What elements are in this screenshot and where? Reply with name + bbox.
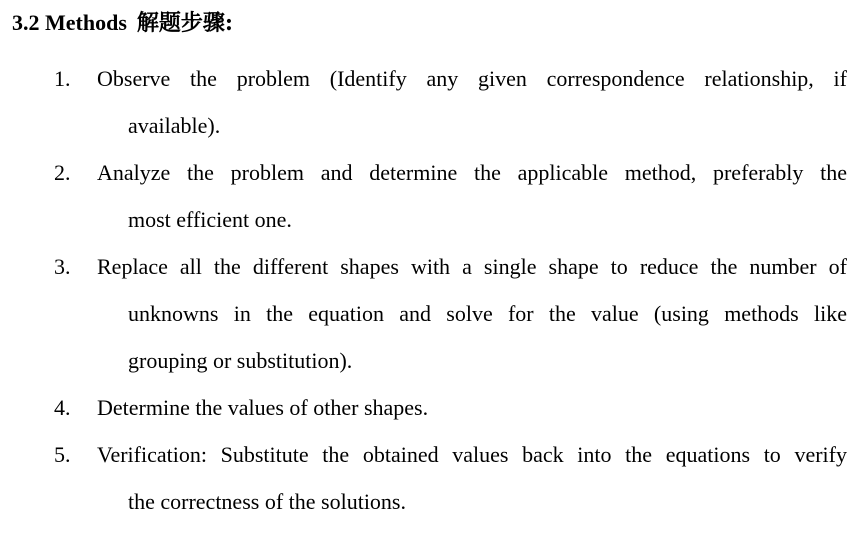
list-item-line: the correctness of the solutions. <box>128 489 406 514</box>
list-item-text <box>97 431 847 525</box>
list-item-number: 5. <box>54 442 71 467</box>
list-item-line: Verification: Substitute the obtained values back into the equations to verify <box>97 442 847 467</box>
list-item-text <box>97 149 847 243</box>
list-item-line: available). <box>128 113 221 138</box>
section-heading <box>12 8 233 38</box>
list-item-number: 3. <box>54 254 71 279</box>
list-item-number: 4. <box>54 395 71 420</box>
list-item-line: Observe the problem (Identify any given correspondence relationship, if <box>97 66 847 91</box>
list-item-line: Determine the values of other shapes. <box>97 395 429 420</box>
list-item-text <box>97 384 847 431</box>
list-item-number: 2. <box>54 160 71 185</box>
list-item-number: 1. <box>54 66 71 91</box>
list-item-text <box>97 55 847 149</box>
list-item-line: Analyze the problem and determine the applicable method, preferably the <box>97 160 847 185</box>
list-item-line: grouping or substitution). <box>128 348 353 373</box>
section-title-chinese: 解题步骤: <box>136 10 234 36</box>
list-item-text <box>97 243 847 384</box>
section-title: 3.2 Methods <box>12 10 127 35</box>
list-item-line: unknowns in the equation and solve for the value (using methods like <box>128 301 847 326</box>
list-item-line: most efficient one. <box>128 207 292 232</box>
list-item-line: Replace all the different shapes with a single shape to reduce the number of <box>97 254 847 279</box>
